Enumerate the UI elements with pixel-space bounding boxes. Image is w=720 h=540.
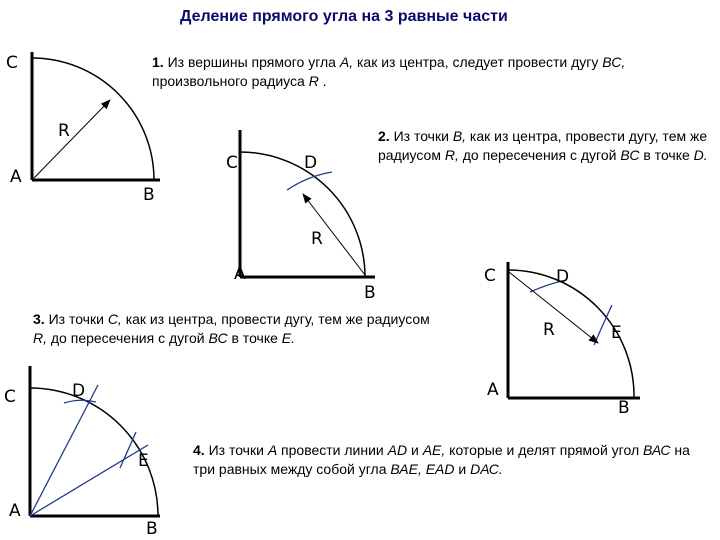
- step-emphasis: А,: [339, 54, 354, 70]
- step-text: в точке: [227, 330, 282, 346]
- step-text: провести линии: [277, 442, 388, 458]
- fig4-label-c: C: [4, 387, 16, 407]
- step-text: до пересечения с дугой: [458, 147, 621, 163]
- fig4-label-a: A: [9, 501, 21, 521]
- step-3-number: 3.: [33, 311, 45, 327]
- step-4-number: 4.: [193, 442, 205, 458]
- step-emphasis: DАС.: [470, 461, 503, 477]
- step-1-number: 1.: [152, 54, 164, 70]
- fig1-label-r: R: [58, 121, 70, 141]
- figure-2: [226, 130, 376, 303]
- figure-3: [484, 262, 640, 418]
- fig4-line-ad: [30, 385, 98, 516]
- fig1-label-c: C: [6, 53, 18, 73]
- step-text: как из центра, провести дугу, тем же радиусом: [378, 128, 708, 163]
- step-text: Из точки: [48, 311, 108, 327]
- step-2-number: 2.: [378, 128, 390, 144]
- step-text: которые и делят прямой угол: [445, 442, 643, 458]
- fig2-label-d: D: [304, 153, 318, 173]
- step-emphasis: АD: [387, 442, 408, 458]
- step-text: в точке: [639, 147, 694, 163]
- step-emphasis: В,: [452, 128, 467, 144]
- fig3-intersect-arc-e: [594, 305, 612, 345]
- fig3-label-r: R: [543, 320, 555, 340]
- step-emphasis: ВАС: [643, 442, 671, 458]
- figure-1: [6, 52, 160, 205]
- fig4-label-b: B: [146, 519, 158, 539]
- step-emphasis: R,: [444, 147, 459, 163]
- fig3-label-e: E: [611, 323, 622, 343]
- step-emphasis: D.: [693, 147, 708, 163]
- fig3-label-a: A: [487, 380, 499, 400]
- fig4-label-d: D: [72, 381, 86, 401]
- fig1-label-a: A: [10, 167, 22, 187]
- fig1-radius-arrow: [34, 100, 110, 178]
- step-emphasis: А: [267, 442, 278, 458]
- step-text: произвольного радиуса: [152, 73, 309, 89]
- step-text: до пересечения с дугой: [47, 330, 209, 346]
- fig4-mark-e: [120, 432, 136, 468]
- page-title: Деление прямого угла на 3 равные части: [180, 8, 508, 25]
- fig3-label-d: D: [556, 267, 570, 287]
- step-text: на три равных между собой угла: [193, 442, 690, 477]
- step-emphasis: С,: [107, 311, 122, 327]
- step-text: Из точки: [393, 128, 453, 144]
- fig2-label-c: C: [226, 153, 238, 173]
- fig2-intersect-arc-d: [287, 172, 332, 190]
- step-text: и: [454, 461, 471, 477]
- step-emphasis: R: [308, 73, 319, 89]
- step-emphasis: ВС: [208, 330, 228, 346]
- fig3-label-c: C: [484, 266, 496, 286]
- step-emphasis: Е.: [281, 330, 296, 346]
- step-text: .: [318, 73, 327, 89]
- fig3-label-b: B: [618, 398, 630, 418]
- step-emphasis: ВС,: [602, 54, 626, 70]
- fig2-arc-bc: [240, 152, 365, 277]
- fig2-label-a: A: [234, 264, 246, 284]
- step-emphasis: R,: [33, 330, 47, 346]
- step-emphasis: ВС: [620, 147, 640, 163]
- fig2-label-b: B: [364, 283, 376, 303]
- step-emphasis: ВАЕ, ЕАD: [390, 461, 455, 477]
- step-text: как из центра, следует провести дугу: [353, 54, 603, 70]
- step-text: как из центра, провести дугу, тем же радиусом: [121, 311, 430, 327]
- step-text: Из вершины прямого угла: [167, 54, 340, 70]
- figure-4: [4, 366, 160, 539]
- step-text: и: [407, 442, 423, 458]
- fig2-label-r: R: [311, 229, 323, 249]
- fig1-label-b: B: [143, 185, 155, 205]
- step-emphasis: АЕ,: [422, 442, 446, 458]
- fig4-label-e: E: [138, 451, 149, 471]
- step-text: Из точки: [208, 442, 268, 458]
